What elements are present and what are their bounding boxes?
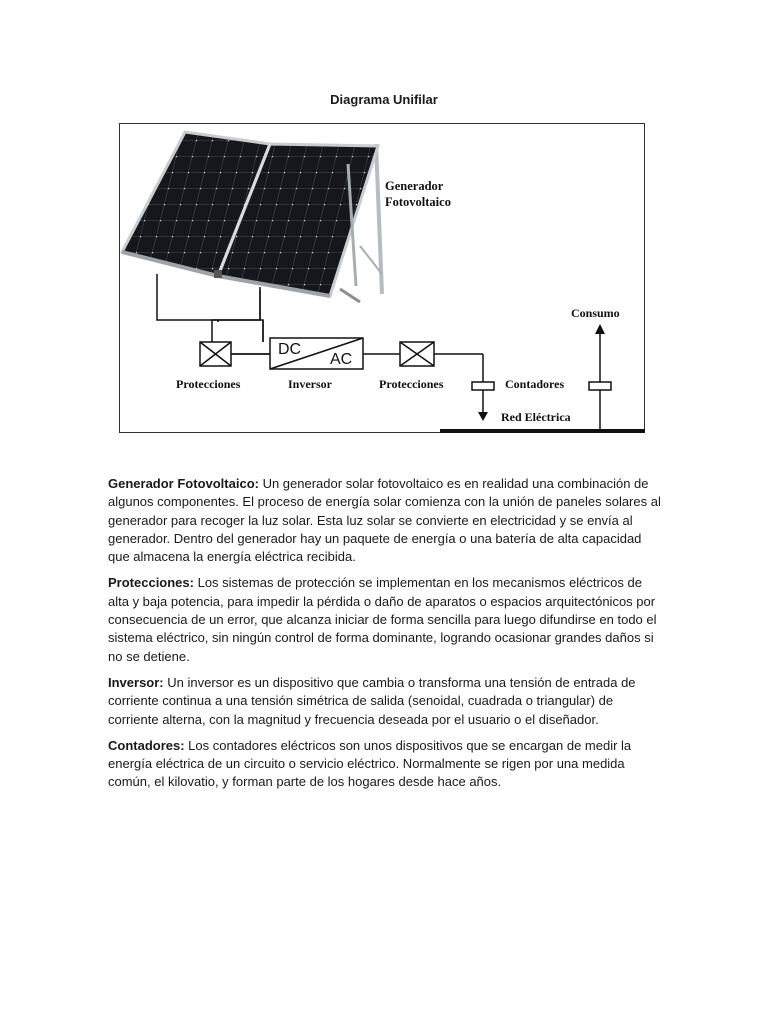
generator-label xyxy=(385,178,451,210)
inverter-label: Inversor xyxy=(288,377,332,391)
inverter-dc-label: DC xyxy=(278,341,302,358)
section-meters xyxy=(108,737,664,792)
section-protections xyxy=(108,574,664,665)
section-inverter xyxy=(108,674,664,729)
definition: Un inversor es un dispositivo que cambia o transforma una tensión de entrada de corriente continua a una tensión simétrica de salida (senoidal, cuadrada o triangular) de corriente alterna, con la magnitud y frecuencia deseada por el usuario o el diseñador. xyxy=(108,674,636,727)
definition: Un generador solar fotovoltaico es en realidad una combinación de algunos componentes. El proceso de energía solar comienza con la unión de paneles solares al generador para recoger la luz solar. Esta luz solar se convierte en electricidad y se envía al generador. Dentro del generador hay un paquete de energía o una batería de alta capacidad que almacena la energía eléctrica recibida. xyxy=(108,476,661,565)
protections-left-label: Protecciones xyxy=(176,377,241,391)
term: Contadores: xyxy=(108,737,185,753)
protections-right-label: Protecciones xyxy=(379,377,444,391)
consumption-label: Consumo xyxy=(571,306,620,320)
term: Protecciones: xyxy=(108,575,194,591)
generator-label-line2: Fotovoltaico xyxy=(385,195,451,209)
generator-label-line1: Generador xyxy=(385,179,444,193)
definition: Los sistemas de protección se implementan en los mecanismos eléctricos de alta y baja potencia, para impedir la pérdida o daño de aparatos o espacios arquitectónicos por consecuencia de un error, que alcanza iniciar de forma sencilla para luego difundirse en todo el sistema eléctrico, sin ningún control de forma dominante, logrando ocasionar grandes daños si no se detiene. xyxy=(108,575,657,664)
body-text xyxy=(108,475,664,800)
grid-label: Red Eléctrica xyxy=(501,410,571,424)
term: Inversor: xyxy=(108,674,164,690)
arrow-down-icon xyxy=(478,412,488,421)
term: Generador Fotovoltaico: xyxy=(108,476,259,491)
arrow-up-icon xyxy=(595,324,605,334)
meters-label: Contadores xyxy=(505,377,565,391)
protection-symbol-left xyxy=(200,342,231,366)
single-line-diagram xyxy=(119,123,645,433)
page-title: Diagrama Unifilar xyxy=(330,92,438,107)
solar-panel-image xyxy=(122,132,382,302)
inverter-ac-label: AC xyxy=(330,351,353,368)
meter-symbol-left xyxy=(472,382,494,390)
definition: Los contadores eléctricos son unos dispositivos que se encargan de medir la energía eléctrica de un circuito o servicio eléctrico. Normalmente se rigen por una medida común, el kilovatio, y forman parte de los hogares desde hace años. xyxy=(108,737,632,790)
meter-symbol-right xyxy=(589,382,611,390)
protection-symbol-right xyxy=(400,342,434,366)
section-generator xyxy=(108,475,664,566)
